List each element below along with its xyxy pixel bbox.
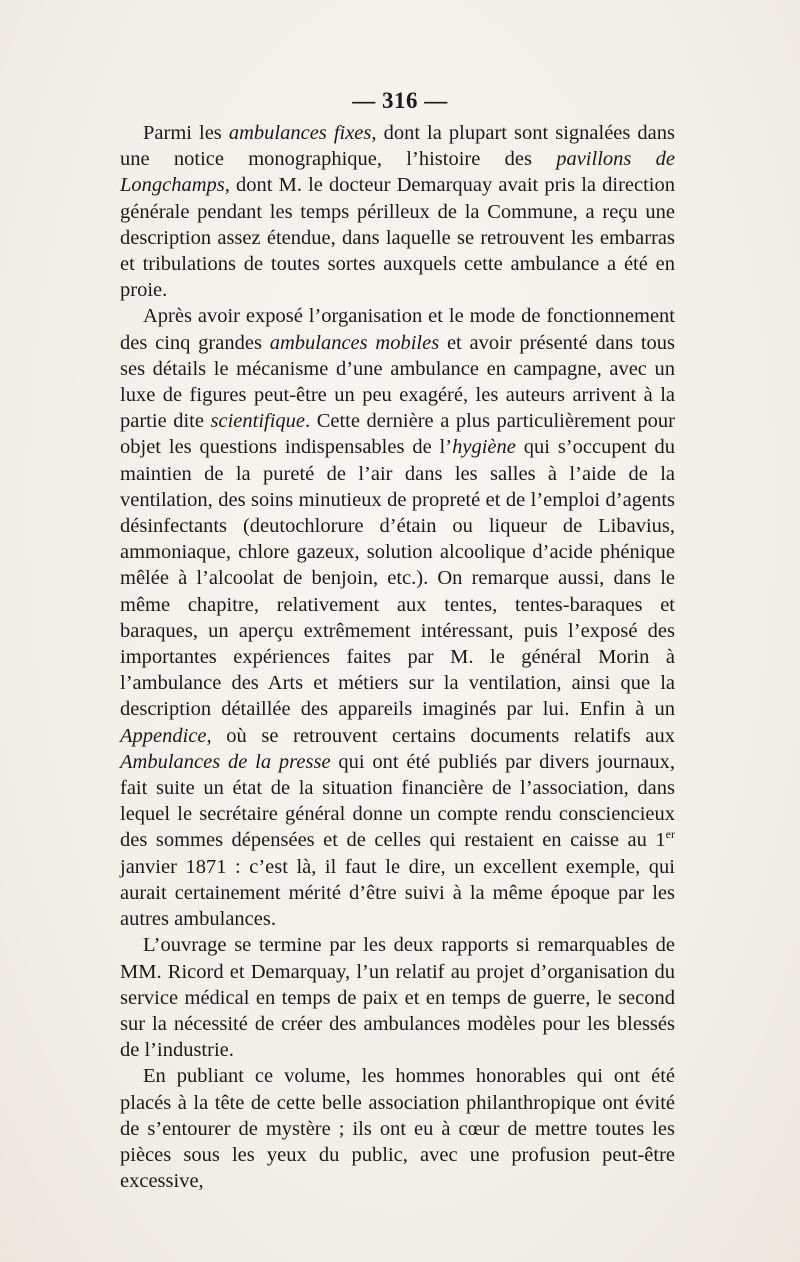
text-run: , où se retrouvent certains documents relatifs aux [206, 724, 675, 747]
page-number-header: — 316 — [352, 88, 448, 113]
text-run: . Cette dernière a plus particulièrement pour objet les questions indispensables de l’ [120, 410, 675, 459]
italic-phrase: ambulances mobiles [269, 331, 440, 354]
italic-phrase: Ambulances de la presse [120, 750, 331, 773]
paragraph [120, 932, 675, 1063]
text-run: qui ont été publiés par divers journaux, fait suite un état de la situation financière de l’association, dans lequel le secrétaire général donne un compte rendu consciencieux des sommes dépensées et de celles qui restaient en caisse au 1 [120, 750, 675, 852]
superscript: er [665, 827, 675, 842]
text-run: , dont M. le docteur Demarquay avait pris la direction générale pendant les temps périlleux de la Commune, a reçu une description assez étendue, dans laquelle se retrouvent les embarras et tribulations de toutes sortes auxquels cette ambulance a été en proie. [120, 174, 675, 302]
text-run: , dont la plupart sont signalées dans une notice monographique, l’histoire des [120, 122, 675, 171]
text-run: qui s’occupent du maintien de la pureté de l’air dans les salles à l’aide de la ventilation, des soins minutieux de propreté et de l’emploi d’agents désinfectants (deutochlorure d’étain ou liqueur de Libavius, ammoniaque, chlore gazeux, solution alcoolique d’acide phénique mêlée à l’alcoolat de benjoin, etc.). On remarque aussi, dans le même chapitre, relativement aux tentes, tentes-baraques et baraques, un aperçu extrêmement intéressant, puis l’exposé des importantes expériences faites par M. le général Morin à l’ambulance des Arts et métiers sur la ventilation, ainsi que la description détaillée des appareils imaginés par lui. Enfin à un [120, 436, 675, 721]
body-text [120, 120, 675, 1194]
text-run: Après avoir exposé l’organisation et le mode de fonctionnement des cinq grandes [120, 305, 675, 354]
text-run: L’ouvrage se termine par les deux rapports si remarquables de MM. Ricord et Demarquay, l’un relatif au projet d’organisation du service médical en temps de paix et en temps de guerre, le second sur la nécessité de créer des ambulances modèles pour les blessés de l’industrie. [120, 934, 675, 1062]
text-run: Parmi les [143, 122, 229, 144]
paragraph [120, 120, 675, 303]
text-run: et avoir présenté dans tous ses détails le mécanisme d’une ambulance en campagne, avec un luxe de figures peut-être un peu exagéré, les auteurs arrivent à la partie dite [120, 331, 676, 433]
italic-phrase: hygiène [452, 436, 516, 459]
text-run: janvier 1871 : c’est là, il faut le dire, un excellent exemple, qui aurait certainement mérité d’être suivi à la même époque par les autres ambulances. [120, 855, 675, 931]
paragraph [120, 1063, 675, 1194]
italic-phrase: ambulances fixes [228, 122, 372, 144]
italic-phrase: Appendice [120, 724, 207, 747]
italic-phrase: scientifique [210, 410, 306, 433]
text-run: En publiant ce volume, les hommes honorables qui ont été placés à la tête de cette belle association philanthropique ont évité de s’entourer de mystère ; ils ont eu à cœur de mettre toutes les pièces sous les yeux du public, avec une profusion peut-être excessive, [120, 1065, 675, 1193]
italic-phrase: pavillons de Longchamps [120, 148, 675, 197]
paragraph [120, 303, 675, 932]
